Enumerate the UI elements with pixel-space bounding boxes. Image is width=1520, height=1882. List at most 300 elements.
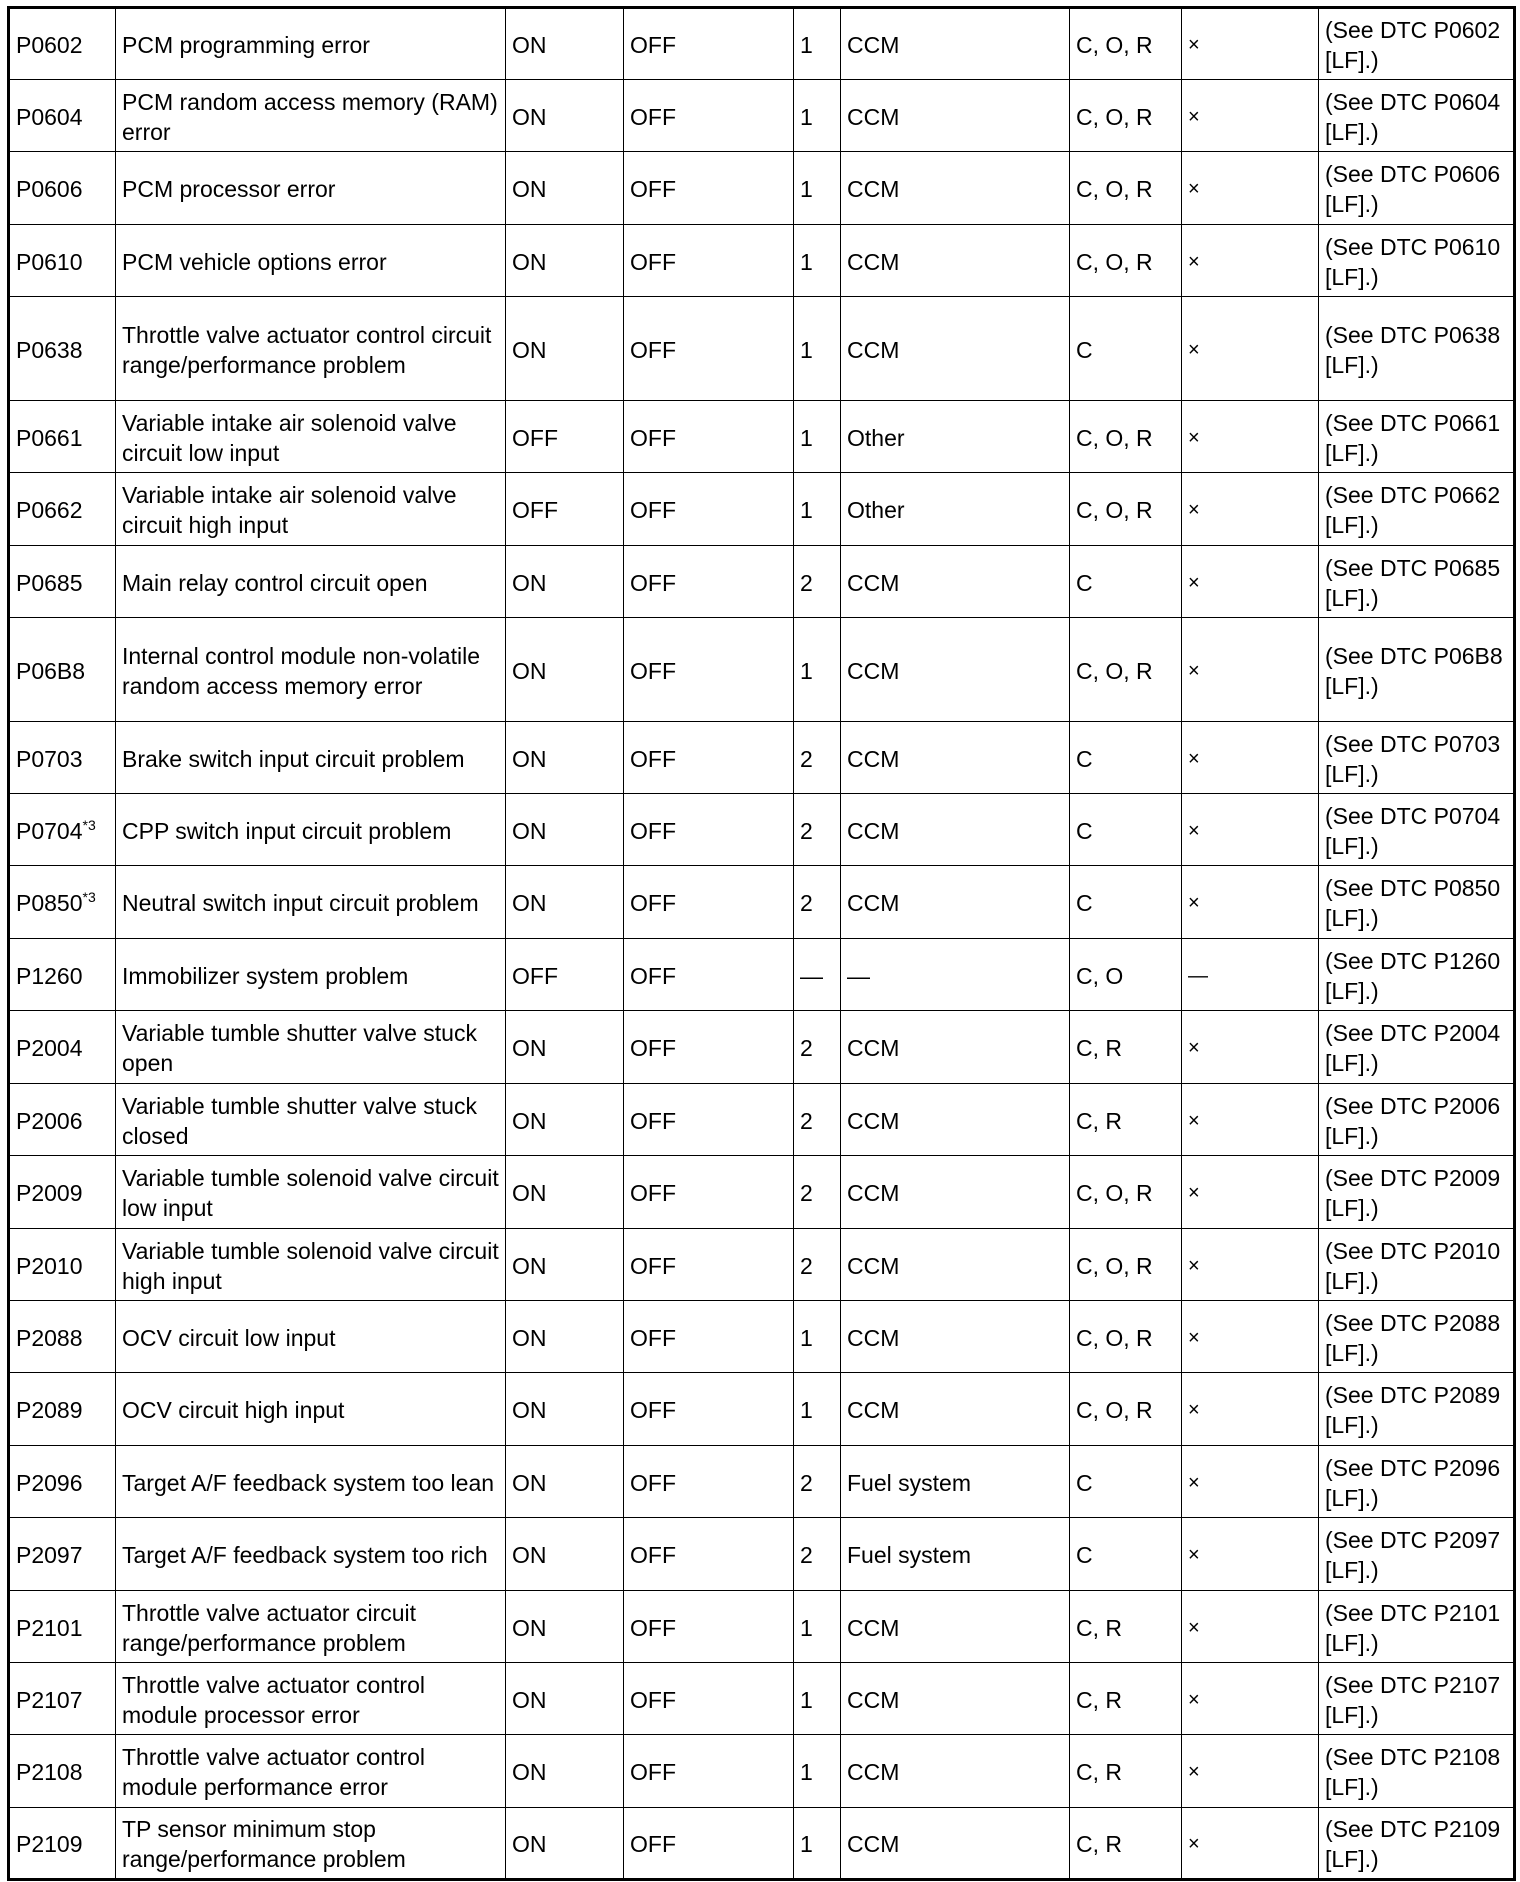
trip-count [794, 297, 841, 401]
memory-function [1070, 1084, 1182, 1156]
monitor-item [841, 618, 1070, 722]
monitor-item [841, 8, 1070, 80]
dc-status [624, 1229, 794, 1301]
mil-status-text: ON [512, 1759, 547, 1785]
dtc-code-text: P2088 [16, 1324, 83, 1351]
memory-function [1070, 1156, 1182, 1229]
monitor-item [841, 939, 1070, 1011]
dtc-description [116, 722, 506, 794]
monitor-item-text: CCM [847, 1759, 900, 1785]
trip-count-text: 1 [800, 1614, 813, 1641]
memory-function-text: C, R [1076, 1686, 1122, 1713]
mark-cell [1182, 401, 1319, 473]
reference-link [1319, 1084, 1515, 1156]
monitor-item-text: CCM [847, 248, 900, 275]
trip-count [794, 1084, 841, 1156]
dtc-description [116, 1373, 506, 1446]
trip-count-text: 2 [800, 1469, 813, 1496]
trip-count-text: 1 [800, 424, 813, 451]
table-row [9, 1446, 1515, 1518]
mark-cell [1182, 1156, 1319, 1229]
dtc-description-text: PCM vehicle options error [122, 248, 387, 275]
memory-function-text: C [1076, 817, 1093, 844]
reference-link-text: (See DTC P2101 [LF].) [1325, 1599, 1501, 1656]
mil-status [506, 1229, 624, 1301]
memory-function [1070, 401, 1182, 473]
trip-count [794, 1735, 841, 1808]
trip-count-text: 1 [800, 32, 813, 58]
dtc-description [116, 1011, 506, 1084]
mil-status-text: OFF [512, 424, 558, 451]
dc-status [624, 1446, 794, 1518]
table-row [9, 546, 1515, 618]
dc-status-text: OFF [630, 248, 676, 275]
trip-count [794, 1518, 841, 1591]
table-row [9, 722, 1515, 794]
mil-status-text: ON [512, 657, 547, 684]
dc-status-text: OFF [630, 176, 676, 202]
mil-status-text: OFF [512, 497, 558, 523]
mil-status [506, 1156, 624, 1229]
monitor-item-text: CCM [847, 32, 900, 58]
dtc-description [116, 1591, 506, 1663]
dc-status [624, 473, 794, 546]
dtc-description-text: Target A/F feedback system too rich [122, 1542, 488, 1568]
dtc-description [116, 1735, 506, 1808]
memory-function [1070, 1808, 1182, 1880]
mark-cell-text: × [1188, 178, 1200, 200]
monitor-item [841, 80, 1070, 152]
dc-status-text: OFF [630, 569, 676, 596]
memory-function [1070, 1591, 1182, 1663]
dtc-description [116, 225, 506, 297]
memory-function-text: C [1076, 745, 1093, 772]
monitor-item [841, 1229, 1070, 1301]
dtc-description [116, 1518, 506, 1591]
trip-count [794, 1373, 841, 1446]
trip-count-text: — [800, 962, 823, 989]
mark-cell-text: × [1188, 571, 1200, 594]
monitor-item-text: CCM [847, 1035, 900, 1061]
reference-link-text: (See DTC P2109 [LF].) [1325, 1816, 1501, 1872]
mark-cell-text: × [1188, 1833, 1200, 1855]
table-row [9, 1011, 1515, 1084]
memory-function [1070, 8, 1182, 80]
dc-status [624, 297, 794, 401]
mil-status [506, 1446, 624, 1518]
table-row [9, 1663, 1515, 1735]
dtc-table-body [9, 8, 1515, 1880]
dtc-description [116, 1808, 506, 1880]
reference-link-text: (See DTC P2088 [LF].) [1325, 1309, 1501, 1366]
mark-cell-text: × [1188, 1326, 1200, 1349]
dc-status [624, 618, 794, 722]
dtc-description-text: Variable tumble solenoid valve circuit high input [122, 1237, 499, 1294]
reference-link-text: (See DTC P0661 [LF].) [1325, 409, 1501, 466]
mark-cell [1182, 8, 1319, 80]
trip-count-text: 1 [800, 103, 813, 130]
mil-status-text: ON [512, 745, 547, 772]
memory-function-text: C, R [1076, 1107, 1122, 1134]
dtc-description-text: CPP switch input circuit problem [122, 817, 452, 844]
reference-link-text: (See DTC P2107 [LF].) [1325, 1671, 1501, 1728]
mark-cell-text: × [1188, 1688, 1200, 1711]
dc-status-text: OFF [630, 497, 676, 523]
dtc-description [116, 1446, 506, 1518]
dc-status-text: OFF [630, 1686, 676, 1713]
monitor-item-text: CCM [847, 745, 900, 772]
mil-status-text: ON [512, 1831, 547, 1857]
dtc-description-text: Throttle valve actuator control module processor error [122, 1671, 425, 1728]
mil-status [506, 939, 624, 1011]
mil-status [506, 1518, 624, 1591]
trip-count [794, 939, 841, 1011]
mark-cell-text: × [1188, 338, 1200, 361]
dtc-code-text: P0604 [16, 103, 83, 130]
dc-status [624, 1011, 794, 1084]
monitor-item [841, 152, 1070, 225]
trip-count [794, 1591, 841, 1663]
memory-function [1070, 939, 1182, 1011]
mil-status-text: ON [512, 176, 547, 202]
reference-link-text: (See DTC P2006 [LF].) [1325, 1092, 1501, 1149]
dtc-code-text: P0661 [16, 424, 83, 451]
mark-cell-text: × [1188, 1037, 1200, 1059]
memory-function [1070, 794, 1182, 866]
memory-function [1070, 722, 1182, 794]
dc-status [624, 866, 794, 939]
memory-function-text: C, O [1076, 962, 1124, 989]
mil-status-text: ON [512, 1397, 547, 1423]
trip-count [794, 1156, 841, 1229]
dc-status [624, 152, 794, 225]
dtc-code [9, 794, 116, 866]
mil-status [506, 225, 624, 297]
mark-cell [1182, 473, 1319, 546]
reference-link-text: (See DTC P2097 [LF].) [1325, 1527, 1501, 1583]
trip-count [794, 152, 841, 225]
memory-function-text: C, O, R [1076, 248, 1153, 275]
dtc-description-text: Neutral switch input circuit problem [122, 890, 479, 916]
dtc-description-text: OCV circuit low input [122, 1324, 336, 1351]
dtc-code [9, 1373, 116, 1446]
trip-count-text: 2 [800, 745, 813, 772]
table-row [9, 1301, 1515, 1373]
dtc-description [116, 1084, 506, 1156]
reference-link-text: (See DTC P0606 [LF].) [1325, 161, 1501, 217]
reference-link [1319, 794, 1515, 866]
monitor-item [841, 1518, 1070, 1591]
dc-status-text: OFF [630, 745, 676, 772]
memory-function-text: C [1076, 336, 1093, 363]
mil-status [506, 546, 624, 618]
mark-cell [1182, 1446, 1319, 1518]
dtc-code-text: P0703 [16, 745, 83, 772]
reference-link-text: (See DTC P1260 [LF].) [1325, 947, 1501, 1004]
dtc-description-text: OCV circuit high input [122, 1397, 345, 1423]
dtc-code-text: P2006 [16, 1107, 83, 1134]
monitor-item [841, 722, 1070, 794]
dtc-code [9, 473, 116, 546]
mark-cell-text: × [1188, 105, 1200, 128]
dtc-code-text: P2089 [16, 1397, 83, 1423]
mil-status-text: ON [512, 569, 547, 596]
table-row [9, 152, 1515, 225]
dtc-description-text: Throttle valve actuator control module performance error [122, 1744, 425, 1800]
mil-status [506, 8, 624, 80]
dtc-table [7, 6, 1516, 1881]
dc-status-text: OFF [630, 1180, 676, 1206]
dtc-code-text: P2108 [16, 1759, 83, 1785]
mil-status [506, 1735, 624, 1808]
mark-cell-text: × [1188, 1399, 1200, 1421]
mark-cell [1182, 722, 1319, 794]
table-row [9, 866, 1515, 939]
mil-status-text: ON [512, 817, 547, 844]
dc-status [624, 1518, 794, 1591]
dtc-description [116, 618, 506, 722]
dtc-code [9, 1518, 116, 1591]
trip-count [794, 1301, 841, 1373]
monitor-item-text: — [847, 962, 870, 989]
dc-status [624, 546, 794, 618]
dtc-description-text: Throttle valve actuator control circuit range/performance problem [122, 321, 492, 378]
monitor-item [841, 1084, 1070, 1156]
memory-function-text: C, O, R [1076, 497, 1153, 523]
monitor-item-text: Other [847, 424, 905, 451]
mark-cell-text: × [1188, 1761, 1200, 1783]
monitor-item-text: CCM [847, 817, 900, 844]
reference-link [1319, 546, 1515, 618]
mil-status-text: ON [512, 1542, 547, 1568]
trip-count-text: 2 [800, 1542, 813, 1568]
dc-status-text: OFF [630, 32, 676, 58]
trip-count-text: 2 [800, 817, 813, 844]
dc-status [624, 8, 794, 80]
memory-function [1070, 225, 1182, 297]
trip-count-text: 1 [800, 1397, 813, 1423]
mark-cell-text: × [1188, 659, 1200, 682]
memory-function [1070, 1229, 1182, 1301]
reference-link-text: (See DTC P2010 [LF].) [1325, 1237, 1501, 1294]
reference-link-text: (See DTC P2108 [LF].) [1325, 1744, 1501, 1800]
memory-function [1070, 1518, 1182, 1591]
mil-status-text: ON [512, 248, 547, 275]
table-row [9, 1373, 1515, 1446]
memory-function [1070, 546, 1182, 618]
table-row [9, 297, 1515, 401]
mark-cell [1182, 1591, 1319, 1663]
dc-status [624, 225, 794, 297]
reference-link [1319, 1591, 1515, 1663]
reference-link [1319, 297, 1515, 401]
mil-status-text: ON [512, 32, 547, 58]
mark-cell-text: × [1188, 747, 1200, 770]
monitor-item [841, 1373, 1070, 1446]
mark-cell [1182, 1735, 1319, 1808]
trip-count [794, 794, 841, 866]
memory-function-text: C [1076, 1469, 1093, 1496]
monitor-item [841, 473, 1070, 546]
reference-link [1319, 1373, 1515, 1446]
monitor-item-text: CCM [847, 1252, 900, 1279]
dc-status-text: OFF [630, 103, 676, 130]
mark-cell [1182, 1518, 1319, 1591]
mark-cell [1182, 939, 1319, 1011]
dc-status-text: OFF [630, 424, 676, 451]
mark-cell-text: × [1188, 250, 1200, 273]
dtc-code-text: P2107 [16, 1686, 83, 1713]
monitor-item [841, 794, 1070, 866]
dc-status [624, 1156, 794, 1229]
mark-cell-text: × [1188, 426, 1200, 449]
table-row [9, 473, 1515, 546]
dtc-description-text: Main relay control circuit open [122, 569, 428, 596]
dtc-code-text: P2004 [16, 1035, 83, 1061]
monitor-item [841, 1663, 1070, 1735]
mil-status [506, 80, 624, 152]
footnote-mark: *3 [82, 816, 96, 833]
dtc-description [116, 401, 506, 473]
memory-function-text: C, R [1076, 1831, 1122, 1857]
dtc-description [116, 152, 506, 225]
table-row [9, 1084, 1515, 1156]
trip-count [794, 866, 841, 939]
trip-count [794, 80, 841, 152]
dc-status-text: OFF [630, 1035, 676, 1061]
memory-function [1070, 1735, 1182, 1808]
dtc-code-text: P0850 [16, 890, 83, 916]
dc-status [624, 80, 794, 152]
memory-function [1070, 618, 1182, 722]
dtc-code [9, 1084, 116, 1156]
reference-link-text: (See DTC P2089 [LF].) [1325, 1382, 1501, 1438]
trip-count [794, 225, 841, 297]
dtc-description [116, 794, 506, 866]
memory-function-text: C, O, R [1076, 424, 1153, 451]
memory-function [1070, 473, 1182, 546]
dtc-description-text: Variable intake air solenoid valve circuit high input [122, 482, 457, 538]
monitor-item-text: CCM [847, 336, 900, 363]
mil-status [506, 1808, 624, 1880]
mil-status [506, 866, 624, 939]
dc-status-text: OFF [630, 1324, 676, 1351]
memory-function [1070, 1446, 1182, 1518]
mil-status [506, 1591, 624, 1663]
trip-count-text: 2 [800, 569, 813, 596]
reference-link-text: (See DTC P2096 [LF].) [1325, 1454, 1501, 1511]
dtc-description [116, 80, 506, 152]
mark-cell [1182, 1663, 1319, 1735]
dtc-code [9, 1735, 116, 1808]
dtc-code-text: P0662 [16, 497, 83, 523]
reference-link-text: (See DTC P2009 [LF].) [1325, 1165, 1501, 1221]
dc-status-text: OFF [630, 336, 676, 363]
trip-count [794, 8, 841, 80]
mil-status-text: ON [512, 1324, 547, 1351]
dc-status-text: OFF [630, 1107, 676, 1134]
memory-function [1070, 80, 1182, 152]
memory-function [1070, 1301, 1182, 1373]
table-row [9, 618, 1515, 722]
monitor-item [841, 1301, 1070, 1373]
mark-cell-text: × [1188, 819, 1200, 842]
mark-cell-text: × [1188, 892, 1200, 914]
mil-status-text: ON [512, 1686, 547, 1713]
memory-function-text: C, O, R [1076, 1180, 1153, 1206]
mil-status [506, 794, 624, 866]
monitor-item [841, 1591, 1070, 1663]
reference-link-text: (See DTC P0662 [LF].) [1325, 482, 1501, 538]
mil-status-text: OFF [512, 962, 558, 989]
reference-link [1319, 80, 1515, 152]
mil-status-text: ON [512, 1252, 547, 1279]
table-row [9, 1518, 1515, 1591]
mil-status [506, 297, 624, 401]
monitor-item-text: Other [847, 497, 905, 523]
mil-status [506, 1663, 624, 1735]
reference-link-text: (See DTC P0850 [LF].) [1325, 875, 1501, 931]
mark-cell [1182, 546, 1319, 618]
reference-link-text: (See DTC P2004 [LF].) [1325, 1020, 1501, 1076]
dtc-code [9, 939, 116, 1011]
dc-status [624, 1301, 794, 1373]
reference-link [1319, 473, 1515, 546]
dtc-code [9, 1663, 116, 1735]
dc-status-text: OFF [630, 657, 676, 684]
monitor-item-text: CCM [847, 176, 900, 202]
mark-cell-text: × [1188, 1544, 1200, 1566]
trip-count-text: 2 [800, 1180, 813, 1206]
mil-status [506, 618, 624, 722]
mil-status-text: ON [512, 336, 547, 363]
dtc-description-text: Variable tumble shutter valve stuck closed [122, 1092, 477, 1149]
table-row [9, 1808, 1515, 1880]
dtc-code-text: P0606 [16, 176, 83, 202]
mil-status [506, 1084, 624, 1156]
dtc-code [9, 1591, 116, 1663]
mil-status [506, 1301, 624, 1373]
memory-function-text: C, O, R [1076, 103, 1153, 130]
table-row [9, 1229, 1515, 1301]
dtc-description-text: Variable tumble solenoid valve circuit low input [122, 1165, 499, 1221]
mark-cell-text: — [1188, 964, 1208, 987]
table-row [9, 80, 1515, 152]
dc-status-text: OFF [630, 1397, 676, 1423]
dtc-code-text: P2009 [16, 1180, 83, 1206]
memory-function-text: C, O, R [1076, 176, 1153, 202]
trip-count [794, 1229, 841, 1301]
memory-function-text: C [1076, 1542, 1093, 1568]
dc-status-text: OFF [630, 817, 676, 844]
reference-link [1319, 939, 1515, 1011]
dtc-code [9, 1446, 116, 1518]
reference-link-text: (See DTC P0638 [LF].) [1325, 321, 1501, 378]
dtc-code [9, 152, 116, 225]
monitor-item [841, 1808, 1070, 1880]
trip-count-text: 1 [800, 336, 813, 363]
monitor-item-text: CCM [847, 657, 900, 684]
dtc-description-text: PCM processor error [122, 176, 336, 202]
dtc-code [9, 225, 116, 297]
monitor-item [841, 546, 1070, 618]
memory-function-text: C, O, R [1076, 1397, 1153, 1423]
monitor-item-text: Fuel system [847, 1542, 971, 1568]
dtc-code-text: P0638 [16, 336, 83, 363]
monitor-item-text: CCM [847, 1107, 900, 1134]
trip-count [794, 473, 841, 546]
dtc-description-text: Target A/F feedback system too lean [122, 1469, 495, 1496]
